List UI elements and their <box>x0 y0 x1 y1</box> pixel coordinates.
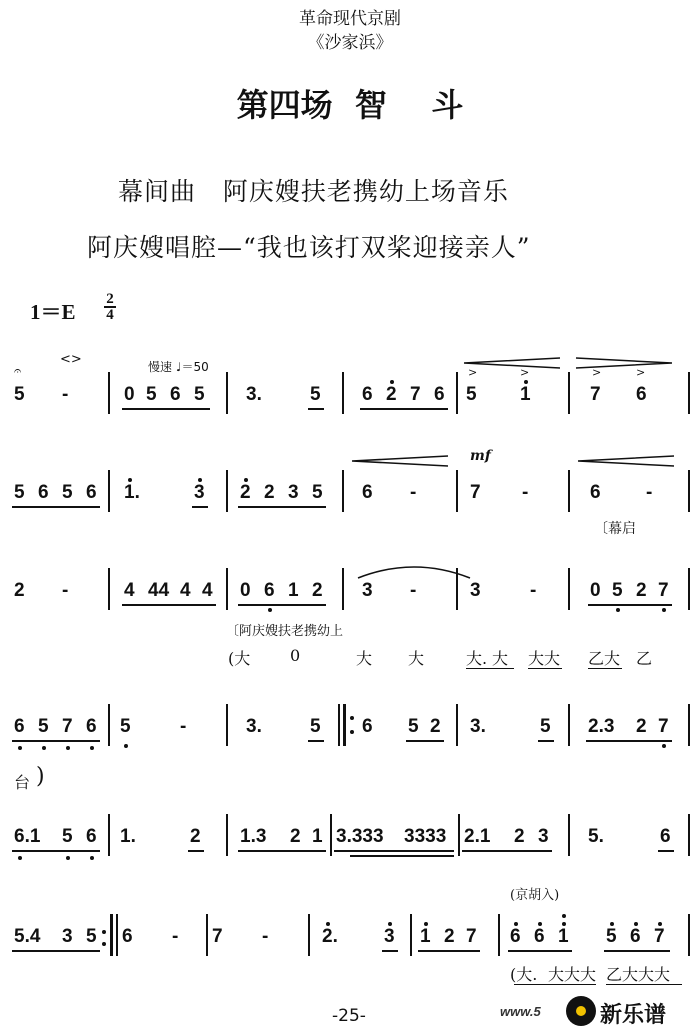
note: 6 <box>122 926 133 947</box>
beam <box>588 604 672 606</box>
note: 6 <box>534 926 545 947</box>
barline <box>342 372 344 414</box>
barline <box>226 704 228 746</box>
beam <box>12 740 100 742</box>
note: 2 <box>190 826 201 847</box>
note: 6 <box>86 482 97 503</box>
barline <box>568 814 570 856</box>
accent-icon: > <box>520 366 530 379</box>
barline <box>226 372 228 414</box>
percussion-syllable: 大 <box>408 649 425 668</box>
barline <box>206 914 208 956</box>
barline <box>568 372 570 414</box>
note: 6 <box>630 926 641 947</box>
barline <box>568 470 570 512</box>
octave-dot <box>18 746 22 750</box>
barline <box>108 568 110 610</box>
note: 6 <box>660 826 671 847</box>
octave-dot <box>562 914 566 918</box>
note: 1 <box>288 580 299 601</box>
stage-note-curtain: 〔幕启 <box>594 521 636 537</box>
note: 6 <box>86 716 97 737</box>
beam <box>382 950 398 952</box>
note: 7 <box>470 482 481 503</box>
barline <box>226 814 228 856</box>
barline <box>338 704 340 746</box>
beam <box>238 604 326 606</box>
note: 6 <box>510 926 521 947</box>
tempo-marking: 慢速 ♩＝50 <box>148 360 209 374</box>
percussion-syllable: 台 <box>14 773 31 792</box>
beam <box>466 668 514 669</box>
repeat-dot <box>102 942 106 946</box>
note: - <box>522 482 529 503</box>
time-signature-bottom: 4 <box>106 307 114 323</box>
beam <box>238 850 326 852</box>
barline <box>688 568 690 610</box>
note: 3.333 <box>336 826 384 847</box>
note: 7 <box>654 926 665 947</box>
barline <box>410 914 412 956</box>
dynamic-mf: mf <box>470 448 491 464</box>
note: 5. <box>588 826 604 847</box>
note: 1 <box>312 826 323 847</box>
octave-dot <box>514 922 518 926</box>
watermark-url: www.5 <box>500 1004 541 1019</box>
repeat-dot <box>350 716 354 720</box>
beam <box>604 950 670 952</box>
note: 7 <box>410 384 421 405</box>
octave-dot <box>326 922 330 926</box>
note: 0 <box>240 580 251 601</box>
subtitle-interlude: 幕间曲 阿庆嫂扶老携幼上场音乐 <box>118 177 509 206</box>
octave-dot <box>658 922 662 926</box>
percussion-syllable: 大 <box>356 649 373 668</box>
note: 3. <box>246 716 262 737</box>
barline <box>226 568 228 610</box>
note: 5 <box>606 926 617 947</box>
note: 4 <box>180 580 191 601</box>
beam <box>528 668 562 669</box>
octave-dot <box>124 744 128 748</box>
octave-dot <box>634 922 638 926</box>
note: 2.1 <box>464 826 491 847</box>
beam <box>606 984 682 985</box>
beam <box>238 506 326 508</box>
note: 44 <box>148 580 170 601</box>
fermata-icon: 𝄐 <box>14 364 22 379</box>
note: 0 <box>590 580 601 601</box>
octave-dot <box>424 922 428 926</box>
note: 3 <box>194 482 205 503</box>
beam <box>508 950 572 952</box>
note: 5 <box>62 826 73 847</box>
decrescendo-hairpin <box>574 356 674 370</box>
note: 5 <box>540 716 551 737</box>
note: 1. <box>120 826 136 847</box>
barline <box>226 470 228 512</box>
note: 5 <box>310 716 321 737</box>
note: 2 <box>636 716 647 737</box>
note: 6 <box>434 384 445 405</box>
percussion-syllable: 乙 <box>636 649 653 668</box>
note: 6 <box>264 580 275 601</box>
beam <box>122 604 216 606</box>
barline <box>568 704 570 746</box>
note: 5 <box>146 384 157 405</box>
note: 2 <box>386 384 397 405</box>
note: 7 <box>212 926 223 947</box>
note: - <box>530 580 537 601</box>
beam <box>418 950 480 952</box>
note: 2 <box>636 580 647 601</box>
percussion-syllable: 大. <box>466 649 488 668</box>
note: 6 <box>362 384 373 405</box>
time-signature-top: 2 <box>106 291 114 307</box>
note: - <box>410 482 417 503</box>
octave-dot <box>90 746 94 750</box>
beam <box>192 506 208 508</box>
note: 6 <box>86 826 97 847</box>
note: 6 <box>362 482 373 503</box>
header-genre: 革命现代京剧 <box>299 9 401 29</box>
beam <box>514 984 596 985</box>
barline <box>568 568 570 610</box>
note: 5 <box>612 580 623 601</box>
beam <box>406 740 444 742</box>
note: 2 <box>430 716 441 737</box>
repeat-barline <box>110 914 113 956</box>
repeat-barline <box>343 704 346 746</box>
barline <box>342 568 344 610</box>
percussion-syllable: 大 <box>492 649 509 668</box>
octave-dot <box>66 856 70 860</box>
percussion-paren: ) <box>36 764 45 789</box>
barline <box>688 704 690 746</box>
stage-note-enter: 〔阿庆嫂扶老携幼上 <box>226 624 344 639</box>
barline <box>456 568 458 610</box>
note: - <box>62 580 69 601</box>
scene-title: 第四场 智 斗 <box>236 86 464 124</box>
barline <box>108 372 110 414</box>
beam <box>12 506 100 508</box>
barline <box>456 470 458 512</box>
note: 5 <box>310 384 321 405</box>
note: 1. <box>124 482 140 503</box>
octave-dot <box>42 746 46 750</box>
note: 3 <box>384 926 395 947</box>
note: 2 <box>240 482 251 503</box>
octave-dot <box>616 608 620 612</box>
octave-dot <box>524 380 528 384</box>
crescendo-hairpin <box>576 454 676 468</box>
note: 6 <box>636 384 647 405</box>
note: 3 <box>538 826 549 847</box>
barline <box>498 914 500 956</box>
note: 3 <box>288 482 299 503</box>
octave-dot <box>562 922 566 926</box>
note: 5 <box>312 482 323 503</box>
subtitle-aria: 阿庆嫂唱腔—“我也该打双桨迎接亲人” <box>87 233 531 262</box>
note: 5 <box>14 384 25 405</box>
barline <box>458 814 460 856</box>
note: 5 <box>408 716 419 737</box>
header-opera: 《沙家浜》 <box>307 33 393 53</box>
note: - <box>172 926 179 947</box>
octave-dot <box>662 608 666 612</box>
percussion-syllable: 乙大大大 <box>606 965 671 984</box>
percussion-syllable: 大大大 <box>548 965 597 984</box>
barline <box>108 470 110 512</box>
barline <box>688 814 690 856</box>
note: 6 <box>362 716 373 737</box>
note: 2 <box>312 580 323 601</box>
octave-dot <box>18 856 22 860</box>
note: 1 <box>558 926 569 947</box>
octave-dot <box>128 478 132 482</box>
beam <box>334 850 454 852</box>
stage-note-jinghu: (京胡入) <box>510 888 560 903</box>
octave-dot <box>388 922 392 926</box>
octave-dot <box>268 608 272 612</box>
note: 2 <box>514 826 525 847</box>
barline <box>308 914 310 956</box>
beam <box>12 950 100 952</box>
note: 5 <box>86 926 97 947</box>
note: - <box>62 384 69 405</box>
repeat-dot <box>350 730 354 734</box>
note: 1 <box>420 926 431 947</box>
barline <box>688 914 690 956</box>
note: 7 <box>658 580 669 601</box>
percussion-syllable: 0 <box>290 646 301 665</box>
beam <box>12 850 100 852</box>
note: 4 <box>124 580 135 601</box>
barline <box>688 372 690 414</box>
accent-icon: > <box>592 366 602 379</box>
octave-dot <box>198 478 202 482</box>
barline <box>342 470 344 512</box>
note: - <box>410 580 417 601</box>
dynamic-swell: <> <box>60 352 82 367</box>
note: 6 <box>590 482 601 503</box>
note: 5.4 <box>14 926 41 947</box>
page-number: -25- <box>332 1006 366 1026</box>
barline <box>116 914 118 956</box>
note: 5 <box>14 482 25 503</box>
barline <box>108 704 110 746</box>
note: 7 <box>466 926 477 947</box>
percussion-syllable: 乙大 <box>588 649 621 668</box>
note: 4 <box>202 580 213 601</box>
note: 2 <box>14 580 25 601</box>
note: - <box>180 716 187 737</box>
note: 3. <box>470 716 486 737</box>
note: 5 <box>466 384 477 405</box>
note: 2. <box>322 926 338 947</box>
note: 5 <box>62 482 73 503</box>
time-signature <box>104 292 116 322</box>
crescendo-hairpin <box>350 454 450 468</box>
note: 5 <box>38 716 49 737</box>
beam-double <box>350 855 454 857</box>
octave-dot <box>662 744 666 748</box>
octave-dot <box>90 856 94 860</box>
note: 1.3 <box>240 826 267 847</box>
note: - <box>262 926 269 947</box>
octave-dot <box>244 478 248 482</box>
note: 2 <box>290 826 301 847</box>
note: 2 <box>444 926 455 947</box>
note: 2 <box>264 482 275 503</box>
note: 5 <box>194 384 205 405</box>
note: 6 <box>170 384 181 405</box>
beam <box>308 740 324 742</box>
key-signature: 1＝E <box>30 300 76 324</box>
percussion-syllable: 大大 <box>528 649 561 668</box>
beam <box>188 850 204 852</box>
note: 5 <box>120 716 131 737</box>
repeat-dot <box>102 930 106 934</box>
watermark-brand: 新乐谱 <box>600 1002 667 1027</box>
note: 7 <box>658 716 669 737</box>
note: 7 <box>590 384 601 405</box>
note: 3333 <box>404 826 447 847</box>
note: 3 <box>62 926 73 947</box>
note: 7 <box>62 716 73 737</box>
barline <box>108 814 110 856</box>
beam <box>308 408 324 410</box>
disc-logo-icon <box>566 996 596 1026</box>
octave-dot <box>610 922 614 926</box>
beam <box>462 850 552 852</box>
beam <box>586 740 672 742</box>
note: 3 <box>470 580 481 601</box>
accent-icon: > <box>636 366 646 379</box>
note: 1 <box>520 384 531 405</box>
octave-dot <box>66 746 70 750</box>
beam <box>360 408 448 410</box>
octave-dot <box>538 922 542 926</box>
percussion-syllable: (大. <box>510 965 538 984</box>
note: 6.1 <box>14 826 41 847</box>
barline <box>330 814 332 856</box>
note: 6 <box>14 716 25 737</box>
accent-icon: > <box>468 366 478 379</box>
note: 3. <box>246 384 262 405</box>
beam <box>122 408 210 410</box>
beam <box>588 668 622 669</box>
note: 0 <box>124 384 135 405</box>
barline <box>456 704 458 746</box>
percussion-syllable: (大 <box>228 649 251 668</box>
barline <box>688 470 690 512</box>
note: 2.3 <box>588 716 615 737</box>
beam <box>658 850 674 852</box>
octave-dot <box>390 380 394 384</box>
note: 6 <box>38 482 49 503</box>
note: - <box>646 482 653 503</box>
beam <box>538 740 554 742</box>
note: 3 <box>362 580 373 601</box>
barline <box>456 372 458 414</box>
